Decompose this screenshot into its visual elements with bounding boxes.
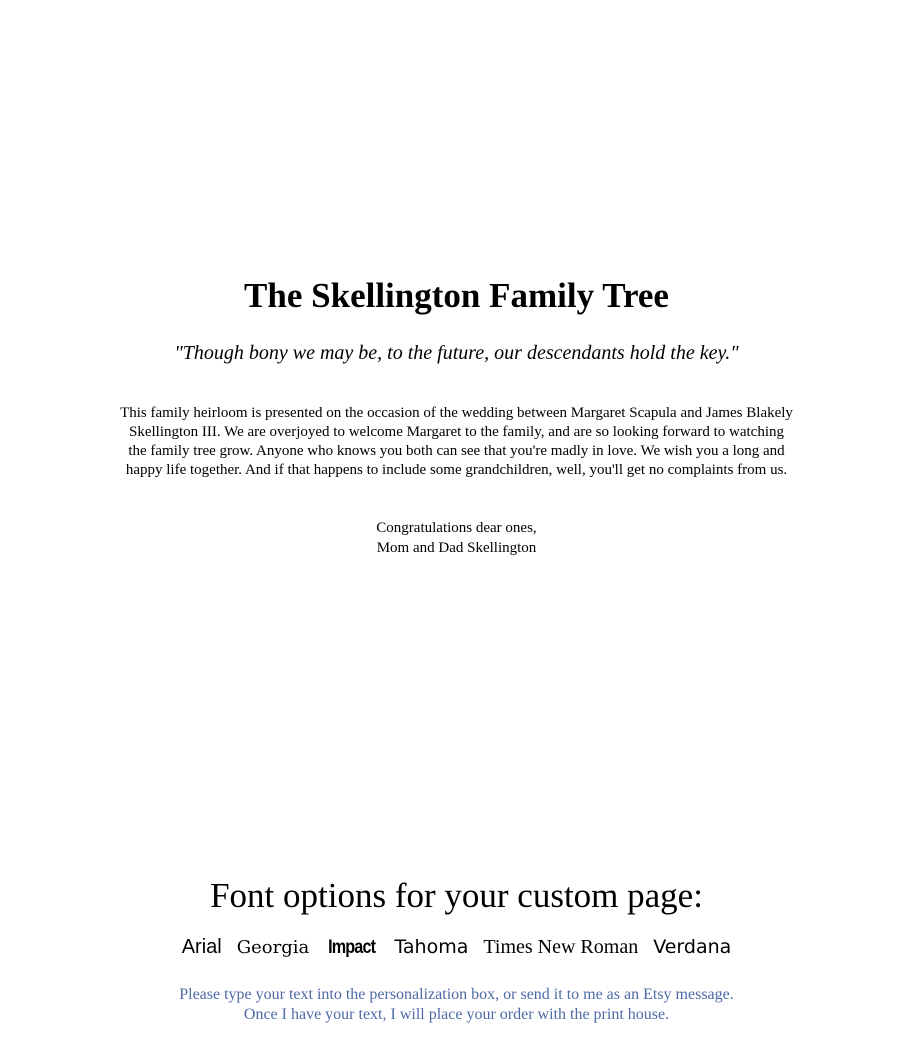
font-sample-verdana: Verdana (653, 936, 732, 958)
page-title: The Skellington Family Tree (244, 276, 669, 315)
closing-line-signature: Mom and Dad Skellington (376, 540, 537, 556)
font-sample-times-new-roman: Times New Roman (483, 936, 639, 958)
font-samples-row (0, 934, 913, 961)
font-sample-georgia: Georgia (236, 937, 310, 958)
font-sample-arial: Arial (181, 936, 222, 958)
closing-line-congratulations: Congratulations dear ones, (376, 520, 537, 536)
closing-signature (0, 518, 913, 558)
family-motto: "Though bony we may be, to the future, our descendants hold the key." (174, 342, 739, 364)
font-sample-tahoma: Tahoma (394, 936, 469, 958)
font-options-heading: Font options for your custom page: (210, 876, 703, 915)
instructions-line-1: Please type your text into the personalization box, or send it to me as an Etsy message. (179, 986, 734, 1003)
instructions-line-2: Once I have your text, I will place your order with the print house. (243, 1006, 670, 1023)
dedication-paragraph: This family heirloom is presented on the occasion of the wedding between Margaret Scapula and James Blakely Skellington III. We are overjoyed to welcome Margaret to the family, and are so looking forward to watching the family tree grow. Anyone who knows you both can see that you're madly in love. We wish you a long and happy life together. And if that happens to include some grandchildren, well, you'll get no complaints from us. (120, 405, 793, 478)
order-instructions (0, 985, 913, 1025)
font-sample-impact: Impact (328, 937, 376, 958)
